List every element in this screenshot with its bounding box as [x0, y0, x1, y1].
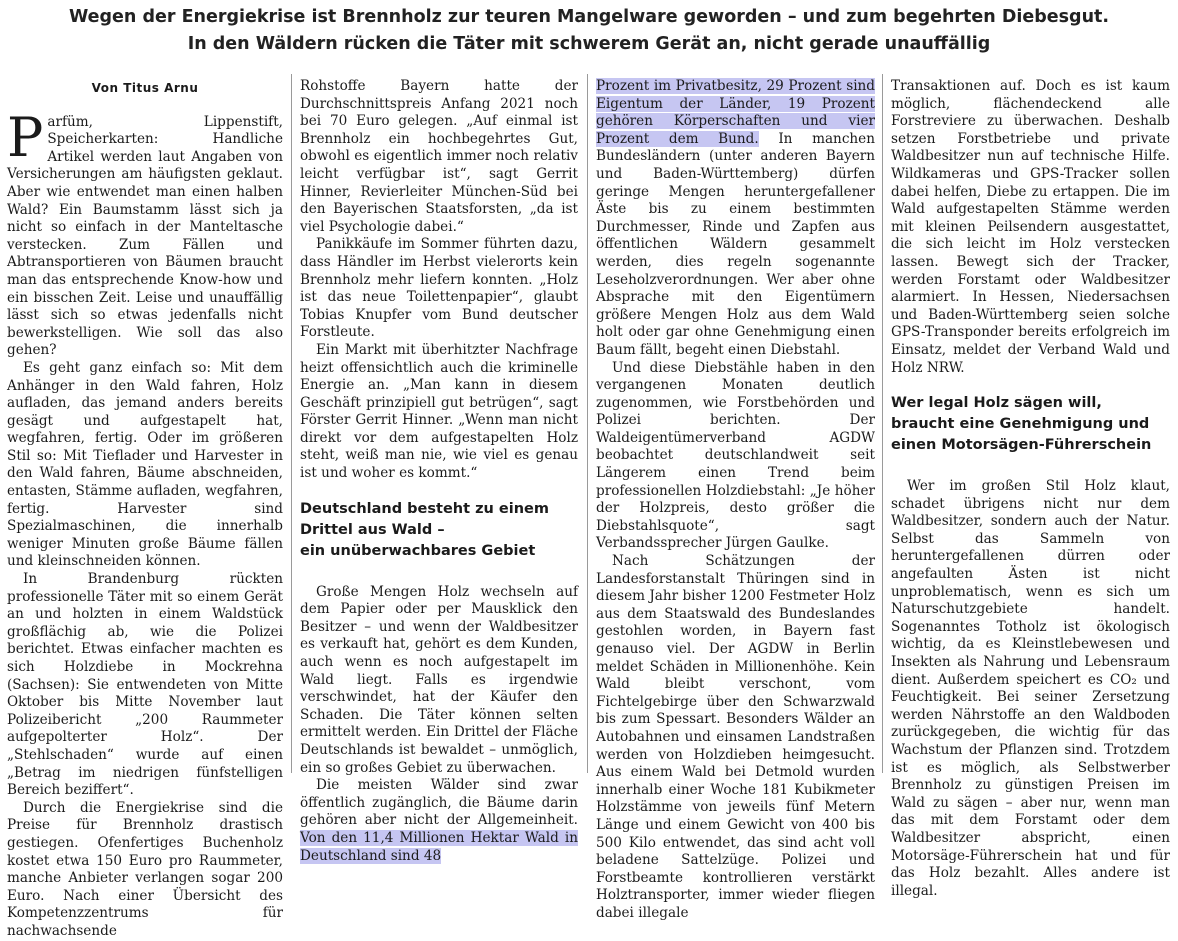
article-column-3 [596, 78, 875, 923]
paragraph-text: In manchen Bundesländern (unter anderen Bayern und Baden-Württemberg) dürfen geringe Mengen heruntergefallener Äste bis zu einem bestimmten Durchmesser, Rinde und Zapfen aus öffentlichen Wäldern gesammelt werden, dies regeln sogenannte Leseholzverordnungen. Wer aber ohne Absprache mit den Eigentümern größere Mengen Holz aus dem Wald holt oder gar ohne Genehmigung einen Baum fällt, begeht einen Diebstahl. [596, 130, 875, 358]
paragraph: In Brandenburg rückten professionelle Täter mit so einem Gerät an und holzten in einem Waldstück großflächig ab, wie die Polizei berichtet. Etwas einfacher machten es sich Holzdiebe in Mockrehna (Sachsen): Sie entwendeten von Mitte Oktober bis Mitte November laut Polizeibericht „200 Raummeter aufgepolterter Holz“. Der „Stehlschaden“ wurde auf einen „Betrag im niedrigen fünfstelligen Bereich beziffert“. [7, 571, 283, 799]
paragraph: Panikkäufe im Sommer führten dazu, dass Händler im Herbst vielerorts kein Brennholz mehr liefern konnten. „Holz ist das neue Toilettenpapier“, glaubt Tobias Knupfer vom Bund deutscher Forstleute. [300, 236, 578, 341]
section-heading-line: Drittel aus Wald – [300, 521, 445, 538]
paragraph: Nach Schätzungen der Landesforstanstalt Thüringen sind in diesem Jahr bisher 1200 Festmeter Holz aus dem Staatswald des Bundeslandes gestohlen worden, in Bayern fast genauso viel. Der AGDW in Berlin meldet Schäden in Millionenhöhe. Kein Wald bleibt verschont, vom Fichtelgebirge über den Schwarzwald bis zum Spessart. Besonders Wälder an Autobahnen und einsamen Landstraßen werden von Holzdieben heimgesucht. Aus einem Wald bei Detmold wurden innerhalb einer Woche 181 Kubikmeter Holzstämme von jeweils fünf Metern Länge und einem Gewicht von 400 bis 500 Kilo entwendet, das sind acht voll beladene Sattelzüge. Polizei und Forstbeamte kontrollieren verstärkt Holztransporter, immer wieder fliegen dabei illegale [596, 553, 875, 921]
section-heading [891, 393, 1170, 456]
paragraph: Große Mengen Holz wechseln auf dem Papier oder per Mausklick den Besitzer – und wenn der Waldbesitzer es verkauft hat, gehört es dem Kunden, auch wenn es noch aufgestapelt im Wald liegt. Falls es irgendwie verschwindet, hat der Käufer den Schaden. Die Täter können selten ermittelt werden. Ein Drittel der Fläche Deutschlands ist bewaldet – unmöglich, ein so großes Gebiet zu überwachen. [300, 583, 578, 776]
article-column-4 [891, 78, 1170, 900]
article-column-2 [300, 78, 578, 865]
subheadline-line-1: Wegen der Energiekrise ist Brennholz zur teuren Mangelware geworden – und zum begehrten Diebesgut. [68, 7, 1110, 27]
paragraph-text: Die meisten Wälder sind zwar öffentlich zugänglich, die Bäume darin gehören aber nicht der Allgemeinheit. [300, 777, 578, 829]
paragraph: Rohstoffe Bayern hatte der Durchschnittspreis Anfang 2021 noch bei 70 Euro gelegen. „Auf einmal ist Brennholz ein hochbegehrtes Gut, obwohl es eigentlich immer noch relativ leicht verfügbar ist“, sagt Gerrit Hinner, Revierleiter München-Süd bei den Bayerischen Staatsforsten, „da ist viel Psychologie dabei.“ [300, 78, 578, 235]
author-byline: Von Titus Arnu [91, 81, 199, 95]
article-subheadline [0, 4, 1178, 58]
section-heading-line: ein unüberwachbares Gebiet [300, 542, 536, 559]
paragraph: Durch die Energiekrise sind die Preise für Brennholz drastisch gestiegen. Ofenfertiges Buchenholz kostet etwa 150 Euro pro Raummeter, manche Anbieter verlangen sogar 200 Euro. Nach einer Übersicht des Kompetenzzentrums für nachwachsende [7, 799, 283, 939]
paragraph [596, 78, 875, 360]
column-divider [587, 74, 588, 773]
section-heading-line: braucht eine Genehmigung und [891, 416, 1150, 433]
section-heading-line: Wer legal Holz sägen will, [891, 395, 1102, 412]
section-heading [300, 499, 578, 562]
highlighted-text: Von den 11,4 Millionen Hektar Wald in Deutschland sind 48 [300, 829, 578, 864]
section-heading-line: Deutschland besteht zu einem [300, 500, 549, 517]
drop-cap: P [7, 105, 44, 169]
paragraph: Und diese Diebstähle haben in den vergangenen Monaten deutlich zugenommen, wie Forstbehörden und Polizei berichten. Der Waldeigentümerverband AGDW beobachtet deutschlandweit seit Längerem einen Trend beim professionellen Holzdiebstahl: „Je höher der Holzpreis, desto größer die Diebstahlsquote“, sagt Verbandssprecher Jürgen Gaulke. [596, 359, 875, 552]
paragraph: Ein Markt mit überhitzter Nachfrage heizt offensichtlich auch die kriminelle Energie an. „Man kann in diesem Geschäft prinzipiell gut betrügen“, sagt Förster Gerrit Hinner. „Wenn man nicht direkt vor dem aufgestapelten Holz steht, weiß man nie, wie viel es genau ist und woher es kommt.“ [300, 341, 578, 482]
paragraph [7, 105, 283, 360]
paragraph-text: arfüm, Lippenstift, Speicherkarten: Handliche Artikel werden laut Angaben von Versicherungen am häufigsten geklaut. Aber wie entwendet man einen halben Wald? Ein Baumstamm lässt sich ja nicht so einfach in der Manteltasche verstecken. Zum Fällen und Abtransportieren von Bäumen braucht man das entsprechende Know-how und ein bisschen Zeit. Leise und unauffällig lässt sich so etwas jedenfalls nicht bewerkstelligen. Wie soll das also gehen? [7, 113, 283, 359]
column-divider [291, 74, 292, 773]
article-column-1 [7, 80, 283, 941]
paragraph: Wer im großen Stil Holz klaut, schadet übrigens nicht nur dem Waldbesitzer, sondern auch der Natur. Selbst das Sammeln von heruntergefallenen dürren oder angefaulten Ästen ist nicht unproblematisch, wenn es sich um Naturschutzgebiete handelt. Sogenanntes Totholz ist ökologisch wichtig, da es Kleinstlebewesen und Insekten als Nahrung und Lebensraum dient. Außerdem speichert es CO₂ und Feuchtigkeit. Bei seiner Zersetzung werden Nährstoffe an den Waldboden zurückgegeben, die wichtig für das Wachstum der Pflanzen sind. Trotzdem ist es möglich, als Selbstwerber Brennholz zu günstigen Preisen im Wald zu sägen – aber nur, wenn man das mit dem Forstamt oder dem Waldbesitzer abspricht, einen Motorsäge-Führerschein hat und für das Holz bezahlt. Alles andere ist illegal. [891, 478, 1170, 899]
subheadline-line-2: In den Wäldern rücken die Täter mit schwerem Gerät an, nicht gerade unauffällig [187, 34, 991, 54]
highlighted-text: Prozent im Privatbesitz, 29 Prozent sind Eigentum der Länder, 19 Prozent gehören Körperschaften und vier Prozent dem Bund. [596, 78, 875, 147]
paragraph: Es geht ganz einfach so: Mit dem Anhänger in den Wald fahren, Holz aufladen, das jemand anders bereits gesägt und aufgestapelt hat, wegfahren, fertig. Oder im größeren Stil so: Mit Tieflader und Harvester in den Wald fahren, Bäume abschneiden, entasten, Stämme aufladen, wegfahren, fertig. Harvester sind Spezialmaschinen, die innerhalb weniger Minuten große Bäume fällen und kleinschneiden können. [7, 359, 283, 570]
paragraph [300, 777, 578, 865]
column-divider [882, 74, 883, 773]
paragraph: Transaktionen auf. Doch es ist kaum möglich, flächendeckend alle Forstreviere zu überwachen. Deshalb setzen Forstbetriebe und private Waldbesitzer nun auf technische Hilfe. Wildkameras und GPS-Tracker sollen dabei helfen, Diebe zu ertappen. Die im Wald aufgestapelten Stämme werden mit kleinen Peilsendern ausgestattet, die sich leicht im Holz verstecken lassen. Bewegt sich der Tracker, werden Forstamt oder Waldbesitzer alarmiert. In Hessen, Niedersachsen und Baden-Württemberg seien solche GPS-Transponder bereits erfolgreich im Einsatz, meldet der Verband Wald und Holz NRW. [891, 78, 1170, 376]
section-heading-line: einen Motorsägen-Führerschein [891, 437, 1152, 454]
